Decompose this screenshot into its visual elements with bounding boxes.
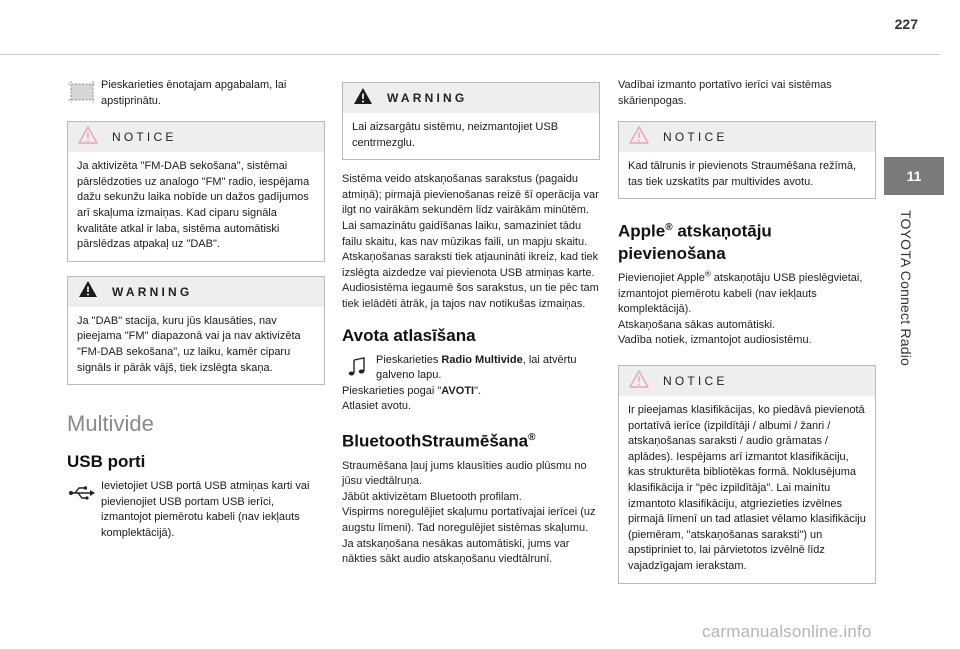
usb-text: Ievietojiet USB portā USB atmiņas karti vai pievienojiet USB portam USB ierīci, izmantojot piemērotu kabeli (nav iekļauts komplektācijā). xyxy=(101,480,310,539)
warning-header xyxy=(343,83,599,113)
warning-triangle-icon xyxy=(353,87,373,110)
intro-para xyxy=(67,78,325,109)
warning-box xyxy=(67,276,325,385)
apple-para-2: Atskaņošana sākas automātiski. xyxy=(618,318,776,331)
heading-bluetooth-streaming: BluetoothStraumēšana® xyxy=(342,431,536,451)
notice-triangle-icon xyxy=(78,126,98,149)
notice-box xyxy=(67,121,325,262)
chapter-title: TOYOTA Connect Radio xyxy=(898,210,914,366)
notice-body: Kad tālrunis ir pievienots Straumēšana režīmā, tas tiek uzskatīts par multivides avotu. xyxy=(628,160,857,188)
notice-header xyxy=(68,122,324,152)
warning-triangle-icon xyxy=(78,280,98,303)
notice-body: Ir pieejamas klasifikācijas, ko piedāvā pievienotā portatīvā ierīce (izpildītāji / albumi / žanri / atskaņošanas saraksti / audio grāmatas / aplādes). Iespējams arī izmantot klasifikāciju, kas strukturēta bibliotēkas formā. Noklusējuma klasifikācija ir "pēc izpildītāja". Lai mainītu izmantoto klasifikāciju, atgriezieties izvēlnes pirmajā līmenī un tad atlasiet vēlamo klasifikāciju (piemēram, "atskaņošanas saraksti") un apstipriniet to, lai pārvietotos izvēlnē līdz vajadzīgajam ierakstam. xyxy=(628,404,866,572)
column-2 xyxy=(342,78,600,568)
touch-area-icon xyxy=(67,81,97,103)
heading-source-selection: Avota atlasīšana xyxy=(342,325,476,345)
apple-para-1: Pievienojiet Apple® atskaņotāju USB pieslēgvietai, izmantojot piemērotu kabeli (nav iekļauts komplektācijā). xyxy=(618,269,863,316)
source-para xyxy=(342,353,600,384)
usb-icon xyxy=(67,482,97,504)
warning-label: WARNING xyxy=(112,284,193,299)
source-text: Pieskarieties Radio Multivide, lai atvērtu galveno lapu. xyxy=(376,353,577,382)
warning-label: WARNING xyxy=(387,91,468,105)
warning-box-usb-hub xyxy=(342,82,600,160)
notice-box-streaming xyxy=(618,121,876,199)
watermark: carmanualsonline.info xyxy=(702,622,872,641)
warning-body: Lai aizsargātu sistēmu, neizmantojiet USB centrmezglu. xyxy=(352,121,559,149)
source-line-3: Atlasiet avotu. xyxy=(342,400,412,413)
notice-label: NOTICE xyxy=(663,374,728,388)
music-note-icon xyxy=(342,356,372,378)
apple-para-3: Vadība notiek, izmantojot audiosistēmu. xyxy=(618,334,812,347)
warning-header xyxy=(68,277,324,307)
notice-label: NOTICE xyxy=(112,130,177,145)
notice-triangle-icon xyxy=(629,126,649,149)
notice-label: NOTICE xyxy=(663,130,728,145)
intro-para-col3: Vadībai izmanto portatīvo ierīci vai sistēmas skārienpogas. xyxy=(618,79,832,107)
usb-para xyxy=(67,479,325,541)
notice-body: Ja aktivizēta "FM-DAB sekošana", sistēmai pārslēdzoties uz analogo "FM" radio, iespējama dažu sekunžu laika nobīde un dažos gadījumos arī skaļuma izmaiņas. Kad ciparu signāla kvalitāte atkal ir laba, sistēma automātiski pārslēdzas atpakaļ uz "DAB". xyxy=(77,160,310,251)
column-3 xyxy=(618,78,876,596)
page-number: 227 xyxy=(894,16,918,32)
heading-apple-players: Apple® atskaņotāju pievienošana xyxy=(618,222,772,264)
heading-usb: USB porti xyxy=(67,452,146,472)
warning-body: Ja "DAB" stacija, kuru jūs klausāties, nav pieejama "FM" diapazonā vai ja nav aktivizēta "FM-DAB sekošana", uz laiku, kamēr ciparu signāls ir pārāk vājš, tiek izslēgta skaņa. xyxy=(77,314,301,374)
source-line-2: Pieskarieties pogai "AVOTI". xyxy=(342,384,482,397)
playlist-para: Sistēma veido atskaņošanas sarakstus (pagaidu atmiņā); pirmajā pievienošanas reizē šī operācija var ilgt no vairākām sekundēm līdz vairākām minūtēm. Lai samazinātu gaidīšanas laiku, samaziniet tādu failu skaitu, kas nav mūzikas faili, un mapju skaitu. Atskaņošanas saraksti tiek atjaunināti ikreiz, kad tiek izslēgta aizdedze vai pievienota USB atmiņas karte. Audiosistēma iegaumē šos sarakstus, un tie pēc tam tiek ielādēti ātrāk, ja tajos nav notikušas izmaiņas. xyxy=(342,173,599,310)
top-rule xyxy=(0,54,940,55)
notice-triangle-icon xyxy=(629,370,649,393)
chapter-tab: 11 xyxy=(884,157,944,195)
intro-text: Pieskarieties ēnotajam apgabalam, lai apstiprinātu. xyxy=(101,79,287,107)
notice-header xyxy=(619,366,875,396)
notice-header xyxy=(619,122,875,152)
section-title-multivide: Multivide xyxy=(67,411,154,437)
bluetooth-para: Straumēšana ļauj jums klausīties audio plūsmu no jūsu viedtālruņa. Jābūt aktivizētam Bluetooth profilam. Vispirms noregulējiet skaļumu portatīvajai ierīcei (uz augstu līmeni). Tad noregulējiet sistēmas skaļumu. Ja atskaņošana nesākas automātiski, jums var nākties sākt audio atskaņošanu viedtālrunī. xyxy=(342,459,596,566)
column-1 xyxy=(67,78,325,542)
notice-box-classification xyxy=(618,365,876,584)
